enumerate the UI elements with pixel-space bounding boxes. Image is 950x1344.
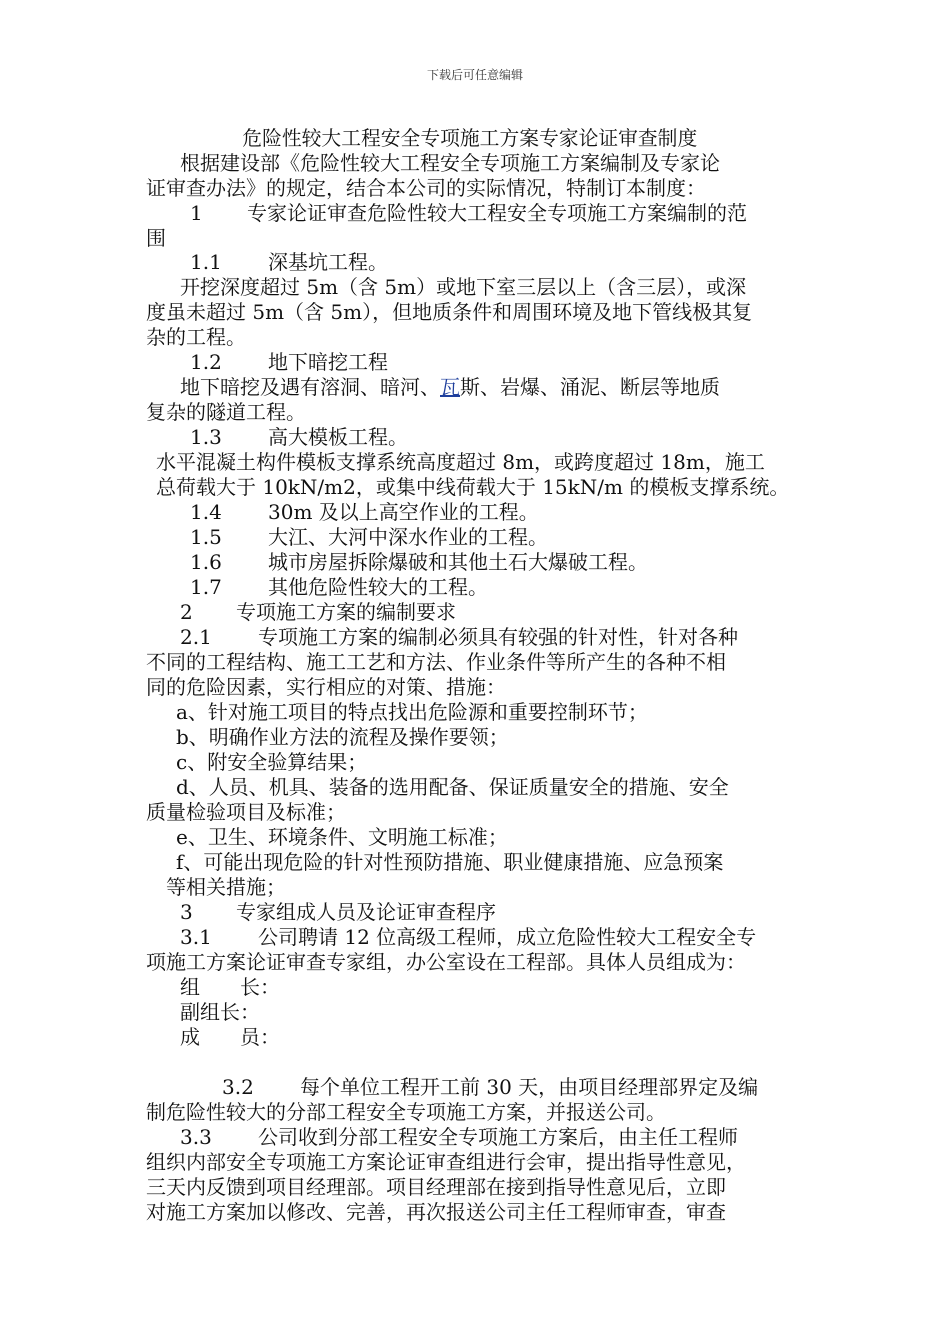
section-1-2-body-2: 复杂的隧道工程。 xyxy=(146,400,306,424)
expert-group-leader: 组 长： xyxy=(180,975,280,999)
section-3-3-body-3: 三天内反馈到项目经理部。项目经理部在接到指导性意见后，立即 xyxy=(146,1175,726,1199)
section-2-heading xyxy=(180,600,844,625)
section-number: 1.2 xyxy=(190,350,222,374)
requirement-item-d-line-1: d、人员、机具、装备的选用配备、保证质量安全的措施、安全 xyxy=(176,775,729,799)
section-1-3-heading xyxy=(190,425,854,450)
expert-group-members: 成 员： xyxy=(180,1025,280,1049)
section-number: 1.7 xyxy=(190,575,222,599)
gas-link[interactable]: 瓦 xyxy=(440,375,460,399)
section-2-1-body-2: 不同的工程结构、施工工艺和方法、作业条件等所产生的各种不相 xyxy=(146,650,726,674)
section-2-1-body-3: 同的危险因素，实行相应的对策、措施： xyxy=(146,675,506,699)
body-text: 每个单位工程开工前 30 天，由项目经理部界定及编 xyxy=(300,1075,759,1099)
section-title: 深基坑工程。 xyxy=(268,250,388,274)
section-1-1-body-3: 杂的工程。 xyxy=(146,325,246,349)
section-title: 大江、大河中深水作业的工程。 xyxy=(268,525,548,549)
requirement-item-f-line-1: f、可能出现危险的针对性预防措施、职业健康措施、应急预案 xyxy=(176,850,724,874)
section-3-3-body-1 xyxy=(180,1125,844,1150)
section-3-heading xyxy=(180,900,844,925)
body-text: 地下暗挖及遇有溶洞、暗河、 xyxy=(180,375,440,399)
section-1-1-body-1: 开挖深度超过 5m（含 5m）或地下室三层以上（含三层），或深 xyxy=(180,275,747,299)
section-number: 3.2 xyxy=(222,1075,254,1099)
body-text: 公司聘请 12 位高级工程师，成立危险性较大工程安全专 xyxy=(258,925,757,949)
section-number: 1.5 xyxy=(190,525,222,549)
section-1-heading-cont: 围 xyxy=(146,226,166,250)
requirement-item-d-line-2: 质量检验项目及标准； xyxy=(146,800,346,824)
intro-line-2: 证审查办法》的规定，结合本公司的实际情况，特制订本制度： xyxy=(146,176,706,200)
section-1-6-heading xyxy=(190,550,854,575)
body-text: 专项施工方案的编制必须具有较强的针对性，针对各种 xyxy=(258,625,738,649)
section-1-4-heading xyxy=(190,500,854,525)
requirement-item-a: a、针对施工项目的特点找出危险源和重要控制环节； xyxy=(176,700,648,724)
section-title: 专家组成人员及论证审查程序 xyxy=(236,900,496,924)
section-number: 3.3 xyxy=(180,1125,212,1149)
requirement-item-c: c、附安全验算结果； xyxy=(176,750,368,774)
section-3-2-body-2: 制危险性较大的分部工程安全专项施工方案，并报送公司。 xyxy=(146,1100,666,1124)
requirement-item-b: b、明确作业方法的流程及操作要领； xyxy=(176,725,509,749)
section-1-1-heading xyxy=(190,250,854,275)
section-number: 1.4 xyxy=(190,500,222,524)
section-3-3-body-4: 对施工方案加以修改、完善，再次报送公司主任工程师审查，审查 xyxy=(146,1200,726,1224)
section-title: 专家论证审查危险性较大工程安全专项施工方案编制的范 xyxy=(247,201,747,225)
section-1-2-body-1 xyxy=(180,375,844,400)
section-3-1-body-2: 项施工方案论证审查专家组，办公室设在工程部。具体人员组成为： xyxy=(146,950,746,974)
section-1-3-body-2: 总荷载大于 10kN/m2，或集中线荷载大于 15kN/m 的模板支撑系统。 xyxy=(156,475,790,499)
section-number: 1.6 xyxy=(190,550,222,574)
section-title: 30m 及以上高空作业的工程。 xyxy=(268,500,539,524)
section-1-heading xyxy=(190,201,854,226)
expert-group-deputy: 副组长： xyxy=(180,1000,260,1024)
body-text: 公司收到分部工程安全专项施工方案后，由主任工程师 xyxy=(258,1125,738,1149)
section-title: 地下暗挖工程 xyxy=(268,350,388,374)
section-number: 1.1 xyxy=(190,250,222,274)
body-text: 斯、岩爆、涌泥、断层等地质 xyxy=(460,375,720,399)
section-2-1-body-1 xyxy=(180,625,844,650)
section-title: 城市房屋拆除爆破和其他土石大爆破工程。 xyxy=(268,550,648,574)
section-number: 2 xyxy=(180,600,193,624)
section-title: 专项施工方案的编制要求 xyxy=(236,600,456,624)
section-number: 2.1 xyxy=(180,625,212,649)
page-header-note: 下载后可任意编辑 xyxy=(426,68,523,82)
section-1-5-heading xyxy=(190,525,854,550)
section-1-3-body-1: 水平混凝土构件模板支撑系统高度超过 8m，或跨度超过 18m，施工 xyxy=(156,450,765,474)
section-number: 1.3 xyxy=(190,425,222,449)
document-title: 危险性较大工程安全专项施工方案专家论证审查制度 xyxy=(242,126,698,150)
section-3-2-body-1 xyxy=(222,1075,886,1100)
section-1-2-heading xyxy=(190,350,854,375)
section-1-7-heading xyxy=(190,575,854,600)
intro-line-1: 根据建设部《危险性较大工程安全专项施工方案编制及专家论 xyxy=(180,151,720,175)
section-number: 3 xyxy=(180,900,193,924)
section-3-3-body-2: 组织内部安全专项施工方案论证审查组进行会审，提出指导性意见， xyxy=(146,1150,746,1174)
section-title: 其他危险性较大的工程。 xyxy=(268,575,488,599)
requirement-item-f-line-2: 等相关措施； xyxy=(166,875,286,899)
section-title: 高大模板工程。 xyxy=(268,425,408,449)
section-number: 1 xyxy=(190,201,203,225)
section-3-1-body-1 xyxy=(180,925,844,950)
section-1-1-body-2: 度虽未超过 5m（含 5m），但地质条件和周围环境及地下管线极其复 xyxy=(146,300,753,324)
section-number: 3.1 xyxy=(180,925,212,949)
requirement-item-e: e、卫生、环境条件、文明施工标准； xyxy=(176,825,508,849)
